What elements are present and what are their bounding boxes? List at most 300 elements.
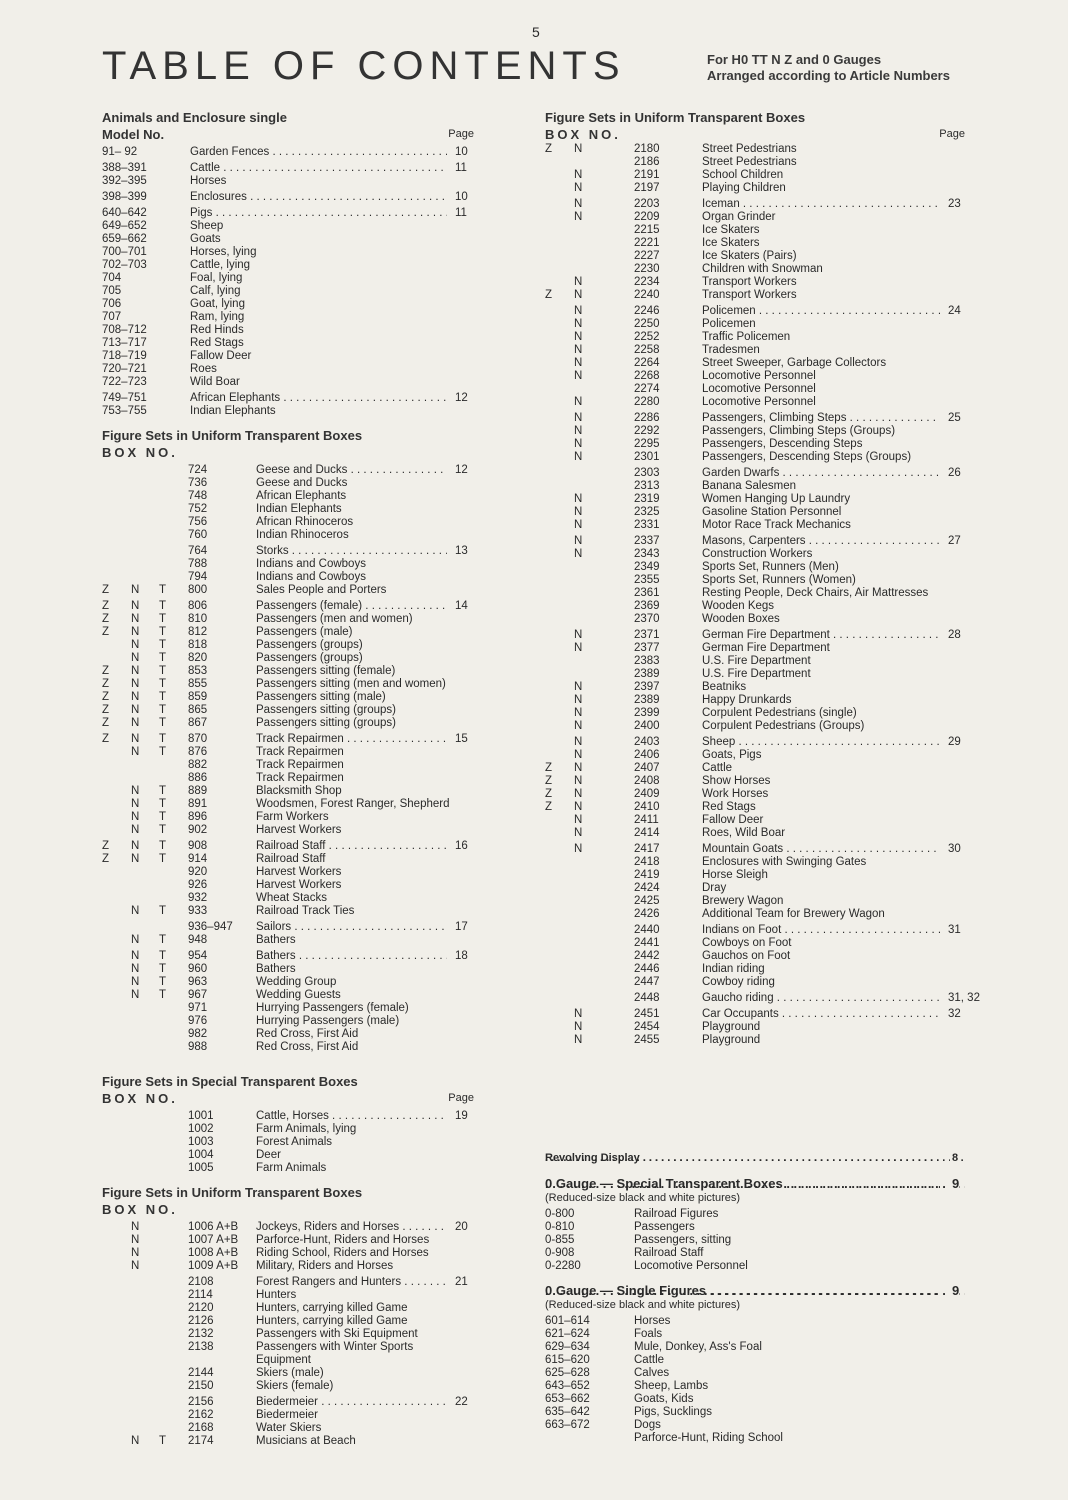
box-number: 967 <box>188 989 208 1001</box>
gauge-n: N <box>574 629 583 641</box>
entry-title: Playground <box>702 1021 761 1033</box>
article-number: 615–620 <box>545 1354 590 1366</box>
toc-row <box>102 285 474 298</box>
entry-title: Track Repairmen <box>256 746 344 758</box>
toc-row <box>102 337 474 350</box>
entry-title: Passengers, Descending Steps (Groups) <box>702 451 912 463</box>
gauge-n: N <box>131 950 140 962</box>
toc-row <box>102 1302 474 1315</box>
entry-title: Passengers, Climbing Steps . . . <box>702 412 940 425</box>
toc-row <box>102 989 474 1002</box>
toc-row <box>102 892 474 905</box>
gauge-z: Z <box>102 584 110 596</box>
gauge-t: T <box>159 824 167 836</box>
toc-row <box>545 519 965 532</box>
section-subheading <box>102 1201 474 1218</box>
gauge-z: Z <box>102 613 110 625</box>
entry-page: 31, 32 <box>948 992 980 1004</box>
box-no-label: BOX NO. <box>545 127 621 142</box>
box-number: 902 <box>188 824 208 836</box>
entry-title: African Rhinoceros <box>256 516 354 528</box>
toc-row <box>102 207 474 220</box>
box-number: 806 <box>188 600 208 612</box>
gauge-n: N <box>574 775 583 787</box>
gauge-t: T <box>159 1435 167 1447</box>
entry-title: Happy Drunkards <box>702 694 792 706</box>
toc-row <box>545 1406 965 1419</box>
toc-row <box>545 198 965 211</box>
toc-row <box>545 156 965 169</box>
entry-page: 28 <box>948 629 961 641</box>
entry-page: 19 <box>455 1110 468 1122</box>
box-number: 2132 <box>188 1328 214 1340</box>
uniform-boxes-section-1 <box>102 428 474 1054</box>
entry-title: Equipment <box>256 1354 311 1366</box>
entry-title: Corpulent Pedestrians (Groups) <box>702 720 865 732</box>
toc-row <box>545 950 965 963</box>
entry-title: Sports Set, Runners (Men) <box>702 561 839 573</box>
entry-title: Street Sweeper, Garbage Collectors <box>702 357 887 369</box>
toc-row <box>545 250 965 263</box>
toc-row <box>102 652 474 665</box>
entry-title: Horses <box>634 1315 671 1327</box>
entry-title: U.S. Fire Department <box>702 668 811 680</box>
toc-row <box>102 1123 474 1136</box>
toc-row <box>102 464 474 477</box>
box-number: 876 <box>188 746 208 758</box>
section-note: (Reduced-size black and white pictures) <box>545 1192 741 1204</box>
page-column-label: Page <box>448 1092 474 1104</box>
box-number: 2156 <box>188 1396 214 1408</box>
section-heading: 0 Gauge — Special Transparent Boxes . . . <box>545 1176 940 1192</box>
gauge-n: N <box>574 827 583 839</box>
entry-title: Geese and Ducks <box>256 477 348 489</box>
toc-row <box>102 1409 474 1422</box>
model-number: 704 <box>102 272 122 284</box>
toc-row <box>102 1041 474 1054</box>
box-number: 756 <box>188 516 208 528</box>
toc-row <box>102 950 474 963</box>
box-number: 2268 <box>634 370 660 382</box>
entry-title: Fallow Deer <box>702 814 764 826</box>
box-number: 891 <box>188 798 208 810</box>
entry-title: Railroad Staff <box>634 1247 704 1259</box>
box-number: 867 <box>188 717 208 729</box>
toc-row <box>102 503 474 516</box>
entry-title: Blacksmith Shop <box>256 785 342 797</box>
box-number: 2355 <box>634 574 660 586</box>
entry-title: Deer <box>256 1149 281 1161</box>
entry-title: Storks . . . <box>256 545 447 558</box>
box-number: 764 <box>188 545 208 557</box>
box-number: 2234 <box>634 276 660 288</box>
entry-title: Additional Team for Brewery Wagon <box>702 908 885 920</box>
entry-title: Wooden Kegs <box>702 600 775 612</box>
entry-title: Railroad Staff . . . <box>256 840 447 853</box>
entry-page: 8 <box>952 1152 959 1164</box>
entry-title: Enclosures . . . <box>190 191 447 204</box>
entry-title: Children with Snowman <box>702 263 823 275</box>
gauge-n: N <box>574 642 583 654</box>
article-number: 601–614 <box>545 1315 590 1327</box>
gauge-n: N <box>574 451 583 463</box>
gauge-z: Z <box>102 704 110 716</box>
model-number: 749–751 <box>102 392 147 404</box>
entry-title: Hurrying Passengers (male) <box>256 1015 400 1027</box>
entry-title: U.S. Fire Department <box>702 655 811 667</box>
toc-row <box>545 843 965 856</box>
toc-row <box>545 182 965 195</box>
entry-title: Cattle, lying <box>190 259 251 271</box>
entry-page: 13 <box>455 545 468 557</box>
box-number: 948 <box>188 934 208 946</box>
entry-title: Locomotive Personnel <box>702 383 816 395</box>
toc-row <box>545 412 965 425</box>
entry-title: Skiers (female) <box>256 1380 334 1392</box>
gauge-n: N <box>131 1221 140 1233</box>
box-number: 886 <box>188 772 208 784</box>
entry-page: 23 <box>948 198 961 210</box>
entry-title: Foals <box>634 1328 663 1340</box>
revolving-display-entry <box>545 1152 965 1166</box>
toc-row <box>102 1341 474 1354</box>
gauge-n: N <box>574 736 583 748</box>
box-number: 908 <box>188 840 208 852</box>
box-number: 976 <box>188 1015 208 1027</box>
entry-page: 11 <box>455 162 467 174</box>
gauge-t: T <box>159 746 167 758</box>
box-number: 2454 <box>634 1021 660 1033</box>
gauge-n: N <box>574 519 583 531</box>
entry-title: Foal, lying <box>190 272 243 284</box>
box-number: 926 <box>188 879 208 891</box>
box-number: 2414 <box>634 827 660 839</box>
gauge-t: T <box>159 785 167 797</box>
toc-row <box>545 895 965 908</box>
gauge-n: N <box>131 811 140 823</box>
entry-title: Cattle <box>634 1354 665 1366</box>
entry-page: 26 <box>948 467 961 479</box>
gauge-n: N <box>574 788 583 800</box>
gauge-n: N <box>131 785 140 797</box>
toc-row <box>545 425 965 438</box>
gauge-z: Z <box>545 788 553 800</box>
box-number: 2370 <box>634 613 660 625</box>
toc-row <box>545 357 965 370</box>
box-number: 2343 <box>634 548 660 560</box>
gauge-n: N <box>131 1435 140 1447</box>
box-number: 2230 <box>634 263 660 275</box>
entry-title: Forest Rangers and Hunters . . . <box>256 1276 447 1289</box>
toc-row <box>545 976 965 989</box>
toc-row <box>102 1015 474 1028</box>
section-heading: Figure Sets in Uniform Transparent Boxes <box>545 110 806 125</box>
entry-page: 9 <box>952 1283 960 1298</box>
toc-row <box>545 775 965 788</box>
model-number: 705 <box>102 285 122 297</box>
toc-row <box>102 691 474 704</box>
box-number: 2325 <box>634 506 660 518</box>
toc-row <box>102 350 474 363</box>
toc-row <box>102 1396 474 1409</box>
entry-title: Track Repairmen . . . <box>256 733 447 746</box>
entry-title: Woodsmen, Forest Ranger, Shepherd <box>256 798 450 810</box>
toc-row <box>545 211 965 224</box>
box-number: 982 <box>188 1028 208 1040</box>
model-number: 398–399 <box>102 191 147 203</box>
entry-title: Horses, lying <box>190 246 257 258</box>
entry-title: Red Cross, First Aid <box>256 1041 359 1053</box>
box-number: 954 <box>188 950 208 962</box>
gauge-n: N <box>131 1247 140 1259</box>
box-number: 2448 <box>634 992 660 1004</box>
toc-row <box>102 840 474 853</box>
toc-row <box>545 749 965 762</box>
box-number: 2240 <box>634 289 660 301</box>
toc-row <box>102 1315 474 1328</box>
box-number: 2168 <box>188 1422 214 1434</box>
toc-row <box>545 856 965 869</box>
gauge-z: Z <box>545 289 553 301</box>
entry-title: Wild Boar <box>190 376 240 388</box>
entry-title: Cowboys on Foot <box>702 937 792 949</box>
toc-row <box>102 1354 474 1367</box>
entry-title: Red Hinds <box>190 324 244 336</box>
toc-row <box>102 798 474 811</box>
gauge-n: N <box>574 707 583 719</box>
box-number: 2419 <box>634 869 660 881</box>
toc-row <box>102 162 474 175</box>
entry-title: Transport Workers <box>702 276 797 288</box>
toc-row <box>545 1260 965 1273</box>
box-number: 855 <box>188 678 208 690</box>
toc-row <box>545 561 965 574</box>
article-number: 635–642 <box>545 1406 590 1418</box>
box-number: 896 <box>188 811 208 823</box>
toc-row <box>102 477 474 490</box>
box-number: 2144 <box>188 1367 214 1379</box>
box-number: 2191 <box>634 169 660 181</box>
toc-row <box>102 175 474 188</box>
toc-row <box>102 963 474 976</box>
entry-page: 27 <box>948 535 961 547</box>
box-number: 882 <box>188 759 208 771</box>
box-number: 2108 <box>188 1276 214 1288</box>
article-number: 0-855 <box>545 1234 575 1246</box>
toc-row <box>545 344 965 357</box>
entry-title: Hunters, carrying killed Game <box>256 1315 408 1327</box>
toc-row <box>545 1008 965 1021</box>
model-number: 702–703 <box>102 259 147 271</box>
box-number: 1003 <box>188 1136 214 1148</box>
gauge-n: N <box>131 717 140 729</box>
box-number: 2209 <box>634 211 660 223</box>
gauge-single-section <box>545 1283 965 1445</box>
gauge-t: T <box>159 840 167 852</box>
box-no-label: BOX NO. <box>102 445 178 460</box>
toc-row <box>102 571 474 584</box>
gauge-special-heading-row <box>545 1176 965 1192</box>
entry-title: Sheep <box>190 220 224 232</box>
entry-title: Transport Workers <box>702 289 797 301</box>
entry-title: Revolving Display . . . <box>545 1152 940 1165</box>
entry-page: 9 <box>952 1176 960 1191</box>
box-number: 2425 <box>634 895 660 907</box>
entry-title: African Elephants <box>256 490 347 502</box>
entry-title: Women Hanging Up Laundry <box>702 493 851 505</box>
box-number: 2451 <box>634 1008 660 1020</box>
gauge-n: N <box>131 853 140 865</box>
toc-row <box>102 665 474 678</box>
article-number: 625–628 <box>545 1367 590 1379</box>
entry-page: 18 <box>455 950 468 962</box>
toc-row <box>102 1221 474 1234</box>
entry-title: Wedding Guests <box>256 989 341 1001</box>
gauge-n: N <box>131 691 140 703</box>
toc-row <box>545 1021 965 1034</box>
toc-row <box>545 642 965 655</box>
toc-row <box>102 746 474 759</box>
toc-row <box>102 363 474 376</box>
entry-title: Indians and Cowboys <box>256 571 366 583</box>
entry-title: Railroad Staff <box>256 853 326 865</box>
gauge-n: N <box>574 506 583 518</box>
gauge-z: Z <box>102 840 110 852</box>
entry-title: Passengers (female) . . . <box>256 600 447 613</box>
toc-row <box>545 305 965 318</box>
gauge-n: N <box>574 749 583 761</box>
entry-page: 11 <box>455 207 467 219</box>
toc-row <box>102 1136 474 1149</box>
gauge-n: N <box>574 762 583 774</box>
section-subheading <box>102 1090 474 1107</box>
entry-title: Jockeys, Riders and Horses . . . <box>256 1221 447 1234</box>
toc-row <box>545 1419 965 1432</box>
entry-page: 31 <box>948 924 961 936</box>
entry-title: Work Horses <box>702 788 769 800</box>
entry-title: Construction Workers <box>702 548 813 560</box>
box-number: 2215 <box>634 224 660 236</box>
page-column-label: Page <box>448 128 474 140</box>
entry-title: Passengers, Descending Steps <box>702 438 863 450</box>
gauge-t: T <box>159 811 167 823</box>
entry-title: Pigs, Sucklings <box>634 1406 712 1418</box>
gauge-n: N <box>574 318 583 330</box>
toc-row <box>102 678 474 691</box>
gauge-t: T <box>159 639 167 651</box>
box-number: 859 <box>188 691 208 703</box>
entry-title: Bathers <box>256 934 296 946</box>
box-number: 2418 <box>634 856 660 868</box>
gauge-n: N <box>131 798 140 810</box>
toc-row <box>545 331 965 344</box>
toc-row <box>102 1276 474 1289</box>
section-subheading <box>102 444 474 461</box>
entry-title: Garden Dwarfs . . . <box>702 467 940 480</box>
gauge-t: T <box>159 905 167 917</box>
box-no-label: BOX NO. <box>102 1091 178 1106</box>
gauge-z: Z <box>545 775 553 787</box>
gauge-single-heading-row <box>545 1283 965 1299</box>
toc-row <box>545 937 965 950</box>
entry-title: African Elephants . . . <box>190 392 447 405</box>
gauge-t: T <box>159 678 167 690</box>
toc-row <box>545 587 965 600</box>
section-heading: Animals and Enclosure single <box>102 110 287 125</box>
toc-row <box>102 558 474 571</box>
toc-row <box>545 1247 965 1260</box>
box-number: 2410 <box>634 801 660 813</box>
entry-title: Bathers . . . <box>256 950 447 963</box>
article-number: 0-810 <box>545 1221 575 1233</box>
box-number: 2264 <box>634 357 660 369</box>
toc-row <box>545 451 965 464</box>
section-heading: 0 Gauge — Single Figures . . . <box>545 1283 940 1299</box>
model-no-label: Model No. <box>102 127 165 142</box>
entry-title: Dray <box>702 882 727 894</box>
entry-page: 17 <box>455 921 468 933</box>
toc-row <box>102 584 474 597</box>
gauge-special-section <box>545 1176 965 1273</box>
entry-title: Locomotive Personnel <box>702 370 816 382</box>
article-number: 621–624 <box>545 1328 590 1340</box>
section-heading: Figure Sets in Uniform Transparent Boxes <box>102 1185 363 1200</box>
gauge-n: N <box>574 720 583 732</box>
entry-title: Passengers sitting (groups) <box>256 717 396 729</box>
box-number: 2447 <box>634 976 660 988</box>
entry-title: Farm Workers <box>256 811 329 823</box>
gauge-n: N <box>131 840 140 852</box>
box-number: 932 <box>188 892 208 904</box>
toc-row <box>102 717 474 730</box>
entry-page: 24 <box>948 305 961 317</box>
gauge-t: T <box>159 665 167 677</box>
toc-row <box>545 629 965 642</box>
gauge-special-list <box>545 1208 965 1273</box>
model-number: 708–712 <box>102 324 147 336</box>
page-title: TABLE OF CONTENTS <box>102 44 626 88</box>
entry-title: Street Pedestrians <box>702 156 797 168</box>
box-number: 2399 <box>634 707 660 719</box>
gauge-n: N <box>574 1021 583 1033</box>
toc-row <box>545 694 965 707</box>
gauge-t: T <box>159 963 167 975</box>
entry-page: 20 <box>455 1221 468 1233</box>
box-number: 810 <box>188 613 208 625</box>
entry-title: Beatniks <box>702 681 747 693</box>
entry-page: 10 <box>455 146 468 158</box>
toc-row <box>102 1289 474 1302</box>
entry-title: Banana Salesmen <box>702 480 796 492</box>
gauge-n: N <box>574 182 583 194</box>
entry-title: Biedermeier <box>256 1409 318 1421</box>
gauge-n: N <box>574 289 583 301</box>
entry-title: Water Skiers <box>256 1422 322 1434</box>
box-number: 2286 <box>634 412 660 424</box>
box-number: 1002 <box>188 1123 214 1135</box>
entry-title: Street Pedestrians <box>702 143 797 155</box>
toc-row <box>545 882 965 895</box>
entry-title: Passengers (groups) <box>256 652 363 664</box>
box-number: 870 <box>188 733 208 745</box>
toc-row <box>102 811 474 824</box>
box-number: 2303 <box>634 467 660 479</box>
entry-title: School Children <box>702 169 784 181</box>
gauge-n: N <box>574 1008 583 1020</box>
toc-row <box>102 1328 474 1341</box>
toc-row <box>545 1315 965 1328</box>
toc-row <box>102 405 474 418</box>
